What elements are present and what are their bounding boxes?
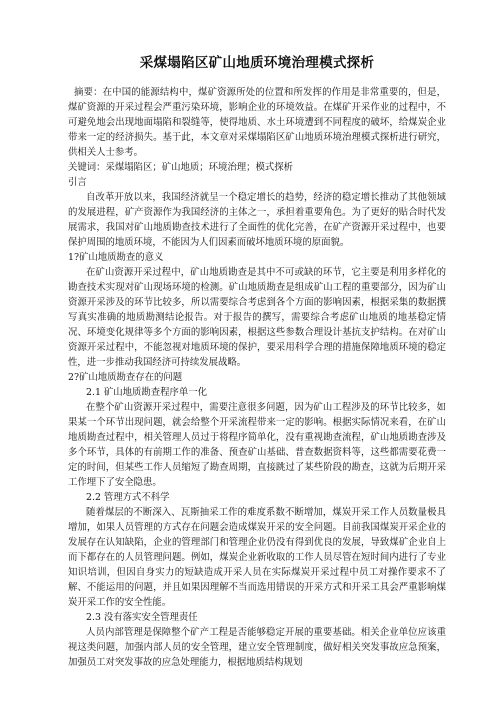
intro-paragraph: 自改革开放以来，我国经济就呈一个稳定增长的趋势，经济的稳定增长推动了其他领域的发展进程，矿产资源作为我国经济的主体之一，承担着重要角色。为了更好的贴合时代发展需求，我国对矿山地质勘查技术进行了全面性的优化完善，在矿产资源开采过程中，也要保护周围的地质环境，不能因为人们因素而破坏地质环境的原面貌。 [68,192,446,248]
section-2-2-paragraph: 随着煤层的不断深入、瓦斯抽采工作的难度系数不断增加，煤炭开采工作人员数量极具增加，如果人员管理的方式存在问题会造成煤炭开采的安全问题。目前我国煤炭开采企业的发展存在认知缺陷，企业的管理部门和管理企业仍没有得到优良的发展，导致煤矿企业自上而下都存在的人员管理问题。例如，煤炭企业新收取的工作人员尽管在短时间内进行了专业知识培训，但因自身实力的短缺造成开采人员在实际煤炭开采过程中员工对操作要求不了解、不能运用的问题，并且如果因理解不当而选用错误的开采方式和开采工具会严重影响煤炭开采工作的安全性能。 [68,507,446,608]
document-title: 采煤塌陷区矿山地质环境治理模式探析 [139,55,375,71]
keywords: 关键词：采煤塌陷区；矿山地质；环境治理；模式探析 [68,162,294,173]
section-2-3-heading: 2.3 没有落实安全管理责任 [86,612,198,623]
section-1-heading: 1?矿山地质勘查的意义 [68,252,164,263]
abstract: 摘要：在中国的能源结构中，煤矿资源所处的位置和所发挥的作用是非常重要的，但是，煤矿资源的开采过程会严重污染环境，影响企业的环境效益。在煤矿开采作业的过程中，不可避免地会出现地面塌陷和裂缝等，使得地质、水土环境遭到不同程度的破坏，给煤炭企业带来一定的经济损失。基于此，本文章对采煤塌陷区矿山地质环境治理模式探析进行研究，供相关人士参考。 [68,87,446,158]
intro-heading: 引言 [68,177,87,188]
section-2-2-heading: 2.2 管理方式不科学 [86,492,170,503]
section-1-paragraph: 在矿山资源开采过程中，矿山地质勘查是其中不可或缺的环节，它主要是利用多样化的勘查技术实现对矿山现场环境的检测。矿山地质勘查是组成矿山工程的重要部分，因为矿山资源开采涉及的环节比较多，所以需要综合考虑到各个方面的影响因素，根据采集的数据撰写真实准确的地质勘测结论报告。对于报告的撰写，需要综合考虑矿山地质的地基稳定情况、环境变化规律等多个方面的影响因素，根据这些参数合理设计基抗支护结构。在对矿山资源开采过程中，不能忽视对地质环境的保护，要采用科学合理的措施保障地质环境的稳定性，进一步推动我国经济可持续发展战略。 [68,267,446,368]
section-2-heading: 2?矿山地质勘查存在的问题 [68,372,183,383]
section-2-3-paragraph: 人员内部管理是保障整个矿产工程是否能够稳定开展的重要基础。相关企业单位应该重视这类问题，加强内部人员的安全管理，建立安全管理制度，做好相关突发事故应急预案，加强员工对突发事故的应急处理能力，根据地质结构规划 [68,627,446,668]
section-2-1-paragraph: 在整个矿山资源开采过程中，需要注意很多问题，因为矿山工程涉及的环节比较多，如果某一个环节出现问题，就会给整个开采流程带来一定的影响。根据实际情况来看，在矿山地质勘查过程中，相关管理人员过于将程序简单化，没有重视勘查流程，矿山地质勘查涉及多个环节，具体的有前期工作的准备、预查矿山基础、普查数据资料等，这些都需要花费一定的时间，但某些工作人员缩短了勘查周期，直接跳过了某些阶段的勘查，这就为后期开采工作埋下了安全隐患。 [68,402,446,488]
section-2-1-heading: 2.1 矿山地质勘查程序单一化 [86,387,208,398]
